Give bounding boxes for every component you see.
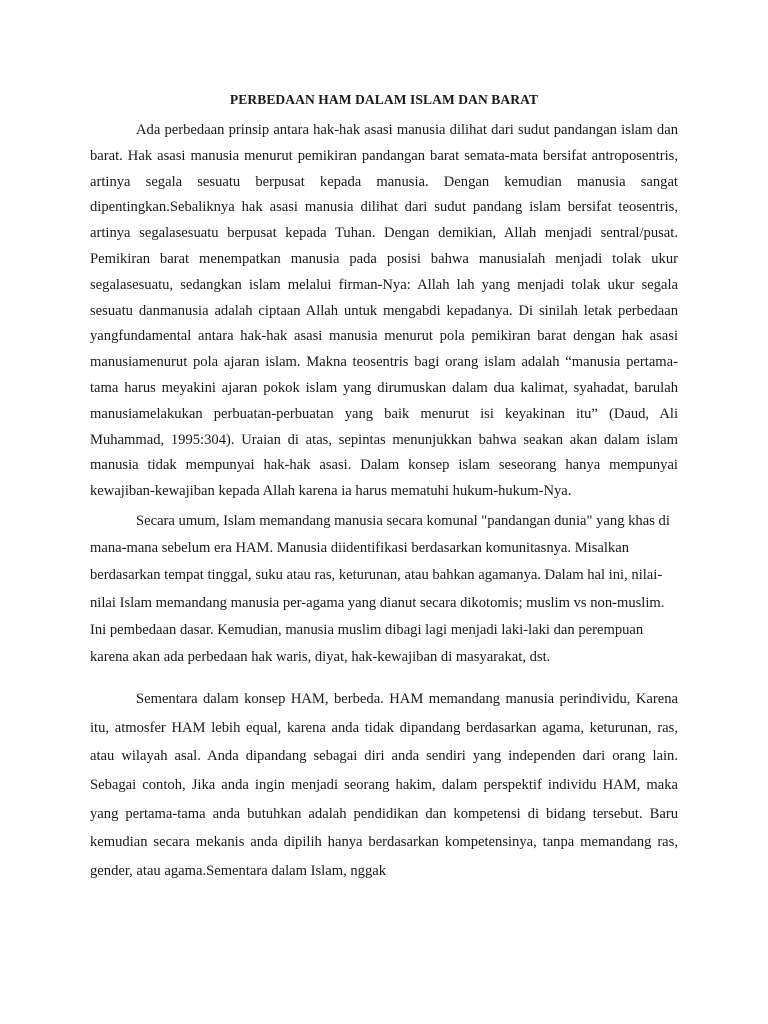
document-page: [90, 92, 678, 885]
document-title: PERBEDAAN HAM DALAM ISLAM DAN BARAT: [229, 92, 539, 107]
paragraph-3: Sementara dalam konsep HAM, berbeda. HAM memandang manusia perindividu, Karena itu, atmosfer HAM lebih equal, karena anda tidak dipandang berdasarkan agama, keturunan, ras, atau wilayah asal. Anda dipandang sebagai diri anda sendiri yang independen dari orang lain. Sebagai contoh, Jika anda ingin menjadi seorang hakim, dalam perspektif individu HAM, maka yang pertama-tama anda butuhkan adalah pendidikan dan kompetensi di bidang tersebut. Baru kemudian secara mekanis anda dipilih hanya berdasarkan kompetensinya, tanpa memandang ras, gender, atau agama.Sementara dalam Islam, nggak: [90, 691, 678, 879]
paragraph-1: Ada perbedaan prinsip antara hak-hak asasi manusia dilihat dari sudut pandangan islam dan barat. Hak asasi manusia menurut pemikiran pandangan barat semata-mata bersifat antroposentris, artinya segala sesuatu berpusat kepada manusia. Dengan kemudian manusia sangat dipentingkan.Sebaliknya hak asasi manusia dilihat dari sudut pandang islam bersifat teosentris, artinya segalasesuatu berpusat kepada Tuhan. Dengan demikian, Allah menjadi sentral/pusat. Pemikiran barat menempatkan manusia pada posisi bahwa manusialah menjadi tolak ukur segalasesuatu, sedangkan islam melalui firman-Nya: Allah lah yang menjadi tolak ukur segala sesuatu danmanusia adalah ciptaan Allah untuk mengabdi kepadanya. Di sinilah letak perbedaan yangfundamental antara hak-hak asasi manusia menurut pola pemikiran barat dengan hak asasi manusiamenurut pola ajaran islam. Makna teosentris bagi orang islam adalah “manusia pertama-tama harus meyakini ajaran pokok islam yang dirumuskan dalam dua kalimat, syahadat, barulah manusiamelakukan perbuatan-perbuatan yang baik menurut isi keyakinan itu” (Daud, Ali Muhammad, 1995:304). Uraian di atas, sepintas menunjukkan bahwa seakan akan dalam islam manusia tidak mempunyai hak-hak asasi. Dalam konsep islam seseorang hanya mempunyai kewajiban-kewajiban kepada Allah karena ia harus mematuhi hukum-hukum-Nya.: [90, 122, 678, 500]
paragraph-2: Secara umum, Islam memandang manusia secara komunal "pandangan dunia" yang khas di mana-mana sebelum era HAM. Manusia diidentifikasi berdasarkan komunitasnya. Misalkan berdasarkan tempat tinggal, suku atau ras, keturunan, atau bahkan agamanya. Dalam hal ini, nilai-nilai Islam memandang manusia per-agama yang dianut secara dikotomis; muslim vs non-muslim. Ini pembedaan dasar. Kemudian, manusia muslim dibagi lagi menjadi laki-laki dan perempuan karena akan ada perbedaan hak waris, diyat, hak-kewajiban di masyarakat, dst.: [90, 512, 670, 665]
